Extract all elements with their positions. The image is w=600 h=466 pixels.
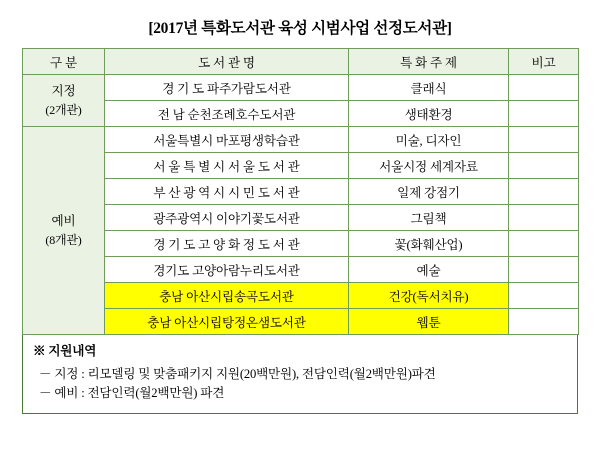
cell-note [509,231,579,257]
cell-topic: 건강(독서치유) [349,283,509,309]
page-title: [2017년 특화도서관 육성 시범사업 선정도서관] [148,20,452,37]
header-division: 구 분 [23,49,105,75]
document-page [0,16,600,466]
header-library-name: 도 서 관 명 [105,49,349,75]
header-topic: 특 화 주 제 [349,49,509,75]
table-header-row [23,49,579,75]
table-row [23,153,579,179]
support-details-box [22,335,578,414]
table-row [23,127,579,153]
cell-topic: 웹툰 [349,309,509,335]
cell-library-name: 서울특별시 마포평생학습관 [105,127,349,153]
cell-topic: 그림책 [349,205,509,231]
cell-library-name: 광주광역시 이야기꽃도서관 [105,205,349,231]
cell-library-name: 경 기 도 고 양 화 정 도 서 관 [105,231,349,257]
cell-topic: 클래식 [349,75,509,101]
cell-library-name: 경 기 도 파주가람도서관 [105,75,349,101]
table-row [23,257,579,283]
table-row [23,75,579,101]
cell-topic: 생태환경 [349,101,509,127]
header-note: 비고 [509,49,579,75]
cell-library-name: 충남 아산시립송곡도서관 [105,283,349,309]
table-row-highlighted [23,283,579,309]
cell-library-name: 전 남 순천조례호수도서관 [105,101,349,127]
cell-topic: 예술 [349,257,509,283]
cell-library-name: 서 울 특 별 시 서 울 도 서 관 [105,153,349,179]
group-label-preliminary [23,127,105,335]
cell-note [509,283,579,309]
cell-note [509,179,579,205]
cell-topic: 일제 강점기 [349,179,509,205]
table-row [23,101,579,127]
group-label-designated [23,75,105,127]
cell-note [509,153,579,179]
cell-note [509,257,579,283]
cell-topic: 미술, 디자인 [349,127,509,153]
support-detail-line: － 예비 : 전담인력(월2백만원) 파견 [39,386,225,401]
group-count: (2개관) [45,102,82,117]
cell-library-name: 경기도 고양아람누리도서관 [105,257,349,283]
cell-note [509,127,579,153]
cell-library-name: 충남 아산시립탕정온샘도서관 [105,309,349,335]
table-container [22,48,578,414]
table-row-highlighted [23,309,579,335]
cell-library-name: 부 산 광 역 시 시 민 도 서 관 [105,179,349,205]
table-row [23,179,579,205]
library-table [22,48,579,335]
group-title: 예비 [51,214,76,229]
group-title: 지정 [51,84,76,99]
group-count: (8개관) [45,232,82,247]
cell-topic: 서울시정 세계자료 [349,153,509,179]
cell-note [509,309,579,335]
table-row [23,231,579,257]
cell-note [509,101,579,127]
support-detail-line: － 지정 : 리모델링 및 맞춤패키지 지원(20백만원), 전담인력(월2백만원)파견 [39,366,436,381]
table-row [23,205,579,231]
support-details-heading: ※ 지원내역 [33,344,97,358]
cell-note [509,205,579,231]
cell-topic: 꽃(화훼산업) [349,231,509,257]
cell-note [509,75,579,101]
